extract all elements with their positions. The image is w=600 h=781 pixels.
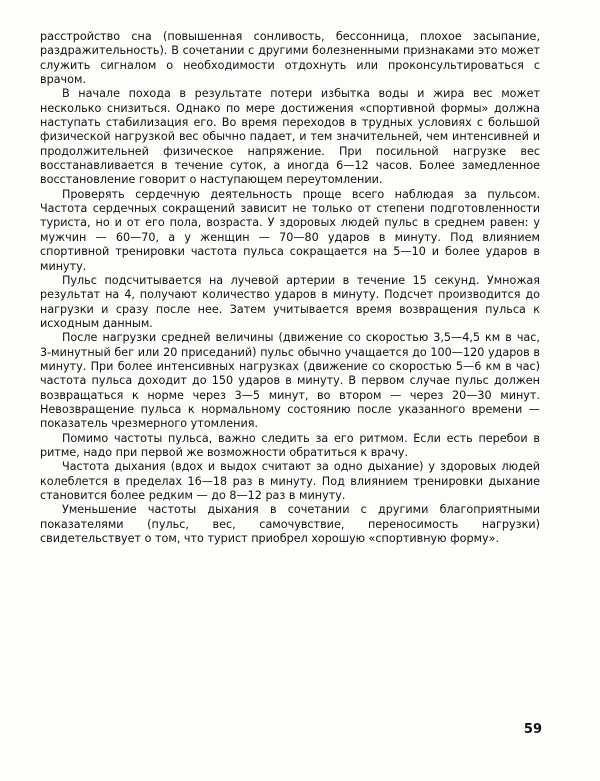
- paragraph-5: После нагрузки средней величины (движение со скоростью 3,5—4,5 км в час, 3-минутный бег или 20 приседаний) пульс обычно учащается до 100—120 ударов в минуту. При более интенсивных нагрузках (движение со скоростью 5—6 км в час) частота пульса доходит до 150 ударов в минуту. В первом случае пульс должен возвращаться к норме через 3—5 минут, во втором — через 20—30 минут. Невозвращение пульса к нормальному состоянию после указанного времени — показатель чрезмерного утомления.: [40, 331, 540, 431]
- body-text: [40, 30, 540, 546]
- paragraph-2: В начале похода в результате потери избытка воды и жира вес может несколько снизиться. Однако по мере достижения «спортивной формы» должна наступать стабилизация его. Во время переходов в трудных условиях с большой физической нагрузкой вес обычно падает, и тем значительней, чем интенсивней и продолжительней физическое напряжение. При посильной нагрузке вес восстанавливается в течение суток, а иногда 6—12 часов. Более замедленное восстановление говорит о наступающем переутомлении.: [40, 87, 540, 187]
- paragraph-7: Частота дыхания (вдох и выдох считают за одно дыхание) у здоровых людей колеблется в пределах 16—18 раз в минуту. Под влиянием тренировки дыхание становится более редким — до 8—12 раз в минуту.: [40, 460, 540, 502]
- paragraph-3: Проверять сердечную деятельность проще всего наблюдая за пульсом. Частота сердечных сокращений зависит не только от степени подготовленности туриста, но и от его пола, возраста. У здоровых людей пульс в среднем равен: у мужчин — 60—70, а у женщин — 70—80 ударов в минуту. Под влиянием спортивной тренировки частота пульса сокращается на 5—10 и более ударов в минуту.: [40, 187, 540, 273]
- paragraph-1: расстройство сна (повышенная сонливость, бессонница, плохое засыпание, раздражительность). В сочетании с другими болезненными признаками это может служить сигналом о необходимости отдохнуть или проконсультироваться с врачом.: [40, 30, 540, 87]
- paragraph-6: Помимо частоты пульса, важно следить за его ритмом. Если есть перебои в ритме, надо при первой же возможности обратиться к врачу.: [40, 431, 540, 459]
- paragraph-8: Уменьшение частоты дыхания в сочетании с другими благоприятными показателями (пульс, вес, самочувствие, переносимость нагрузки) свидетельствует о том, что турист приобрел хорошую «спортивную форму».: [40, 503, 540, 546]
- page-number: 59: [523, 722, 542, 737]
- paragraph-4: Пульс подсчитывается на лучевой артерии в течение 15 секунд. Умножая результат на 4, получают количество ударов в минуту. Подсчет производится до нагрузки и сразу после нее. Затем учитывается время возвращения пульса к исходным данным.: [40, 273, 540, 330]
